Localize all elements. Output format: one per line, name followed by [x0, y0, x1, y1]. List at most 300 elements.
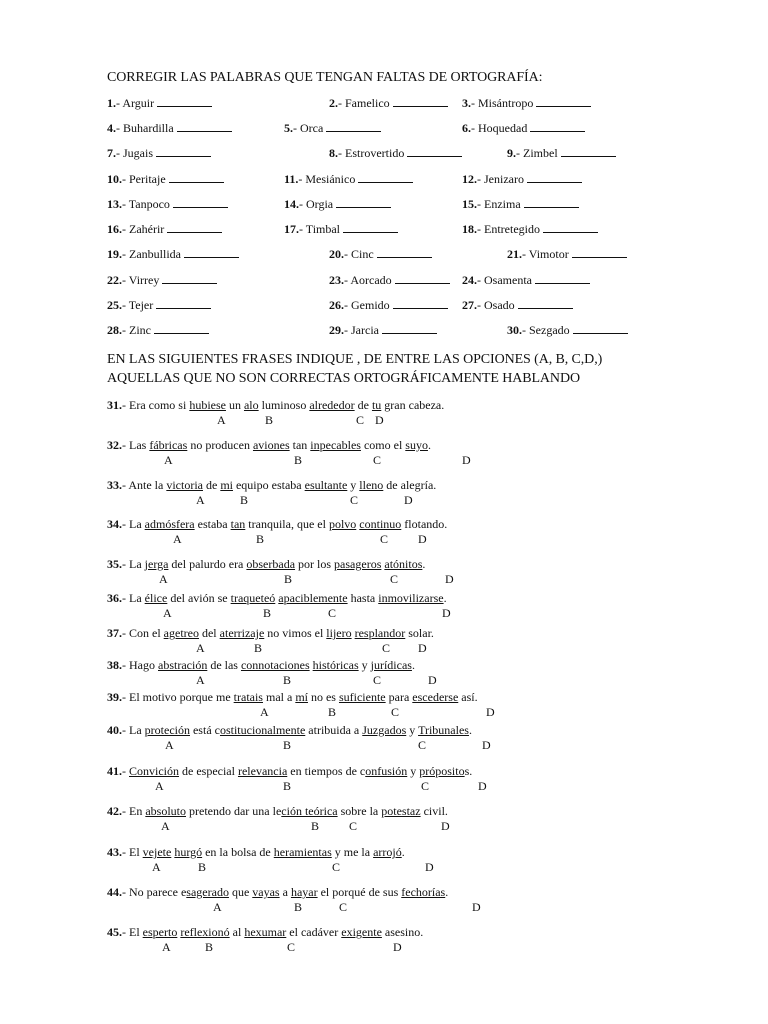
item-number: 18.: [462, 222, 477, 236]
sentence-text: .: [445, 885, 449, 899]
answer-blank[interactable]: [573, 323, 628, 334]
answer-blank[interactable]: [543, 222, 598, 233]
option-letter-b[interactable]: B: [263, 606, 272, 620]
underlined-option: tratais: [233, 690, 263, 704]
option-letter-c[interactable]: C: [328, 606, 337, 620]
question-number: 45.: [107, 925, 122, 939]
sentence-text: .: [427, 438, 431, 452]
answer-blank[interactable]: [536, 96, 591, 107]
sentence-text: el cadáver: [286, 925, 342, 939]
item-word: - Sezgado: [522, 323, 570, 337]
option-letter-a[interactable]: A: [155, 779, 164, 793]
option-letter-a[interactable]: A: [196, 493, 205, 507]
option-letter-c[interactable]: C: [287, 940, 296, 954]
item-number: 5.: [284, 121, 293, 135]
underlined-option: inmovilizarse: [378, 591, 444, 605]
item-word: - Virrey: [122, 273, 160, 287]
underlined-option: apaciblemente: [278, 591, 348, 605]
underlined-option: proteción: [144, 723, 190, 737]
answer-blank[interactable]: [407, 146, 462, 157]
underlined-option: mi: [220, 478, 233, 492]
answer-blank[interactable]: [572, 247, 627, 258]
item-word: - Jugais: [116, 146, 153, 160]
item-number: 8.: [329, 146, 338, 160]
sentence-text: civil.: [420, 804, 448, 818]
underlined-option: suficiente: [338, 690, 386, 704]
option-letter-b[interactable]: B: [283, 738, 292, 752]
sentence-text: - La: [122, 557, 145, 571]
item-number: 12.: [462, 172, 477, 186]
sentence-text: - No parece e: [122, 885, 187, 899]
option-letter-d[interactable]: D: [418, 641, 427, 655]
vocab-item: [462, 222, 598, 237]
item-word: - Famelico: [338, 96, 390, 110]
answer-blank[interactable]: [561, 146, 616, 157]
option-letter-c[interactable]: C: [380, 532, 389, 546]
answer-blank[interactable]: [173, 197, 228, 208]
sentence-text: luminoso: [258, 398, 310, 412]
answer-blank[interactable]: [393, 96, 448, 107]
option-letters: [0, 532, 768, 546]
vocab-item: [284, 172, 413, 187]
option-letter-a[interactable]: A: [173, 532, 182, 546]
sentence-text: para: [385, 690, 413, 704]
item-number: 1.: [107, 96, 116, 110]
section-2-title-line-1: EN LAS SIGUIENTES FRASES INDIQUE , DE ENTRE LAS OPCIONES (A, B, C,D,): [107, 352, 603, 367]
sentence-text: no producen: [187, 438, 253, 452]
question-sentence: [107, 764, 472, 779]
option-letter-d[interactable]: D: [445, 572, 454, 586]
vocab-item: [462, 298, 573, 313]
answer-blank[interactable]: [358, 172, 413, 183]
vocab-item: [462, 96, 591, 111]
underlined-option: traqueteó: [230, 591, 276, 605]
option-letter-b[interactable]: B: [283, 673, 292, 687]
item-number: 2.: [329, 96, 338, 110]
item-number: 7.: [107, 146, 116, 160]
answer-blank[interactable]: [535, 273, 590, 284]
option-letter-d[interactable]: D: [441, 819, 450, 833]
option-letters: [0, 493, 768, 507]
vocab-item: [329, 273, 450, 288]
underlined-option: vayas: [252, 885, 280, 899]
option-letter-a[interactable]: A: [217, 413, 226, 427]
sentence-text: y: [407, 764, 420, 778]
answer-blank[interactable]: [177, 121, 232, 132]
option-letters: [0, 860, 768, 874]
option-letters: [0, 819, 768, 833]
option-letter-c[interactable]: C: [382, 641, 391, 655]
option-letter-a[interactable]: A: [159, 572, 168, 586]
sentence-text: flotando.: [401, 517, 448, 531]
item-number: 24.: [462, 273, 477, 287]
underlined-option: esperto: [142, 925, 178, 939]
item-word: - Jenizaro: [477, 172, 524, 186]
question-sentence: [107, 690, 478, 705]
sentence-text: mal a: [262, 690, 296, 704]
option-letters: [0, 606, 768, 620]
underlined-option: hayar: [290, 885, 318, 899]
option-letter-d[interactable]: D: [393, 940, 402, 954]
option-letter-b[interactable]: B: [256, 532, 265, 546]
option-letter-d[interactable]: D: [486, 705, 495, 719]
option-letter-b[interactable]: B: [328, 705, 337, 719]
underlined-option: suyo: [405, 438, 428, 452]
option-letter-a[interactable]: A: [260, 705, 269, 719]
answer-blank[interactable]: [343, 222, 398, 233]
item-number: 25.: [107, 298, 122, 312]
question-sentence: [107, 925, 423, 940]
underlined-option: tu: [371, 398, 382, 412]
answer-blank[interactable]: [393, 298, 448, 309]
vocab-item: [462, 197, 579, 212]
option-letter-b[interactable]: B: [254, 641, 263, 655]
vocab-item: [284, 121, 381, 136]
underlined-option: arrojó: [373, 845, 402, 859]
item-number: 6.: [462, 121, 471, 135]
option-letter-d[interactable]: D: [375, 413, 384, 427]
option-letter-c[interactable]: C: [356, 413, 365, 427]
underlined-option: aviones: [252, 438, 290, 452]
underlined-option: ostitucionalmente: [219, 723, 306, 737]
option-letter-c[interactable]: C: [373, 673, 382, 687]
option-letters: [0, 673, 768, 687]
option-letter-c[interactable]: C: [421, 779, 430, 793]
underlined-option: onfusión: [365, 764, 408, 778]
sentence-text: -: [122, 764, 129, 778]
item-number: 26.: [329, 298, 344, 312]
question-sentence: [107, 398, 444, 413]
sentence-text: el porqué de sus: [317, 885, 402, 899]
underlined-option: agetreo: [163, 626, 199, 640]
question-sentence: [107, 478, 436, 493]
option-letter-c[interactable]: C: [332, 860, 341, 874]
item-word: - Jarcia: [344, 323, 379, 337]
item-word: - Gemido: [344, 298, 390, 312]
underlined-option: Juzgados: [362, 723, 407, 737]
question-sentence: [107, 626, 434, 641]
option-letter-b[interactable]: B: [311, 819, 320, 833]
underlined-option: lijero: [326, 626, 352, 640]
question-number: 44.: [107, 885, 122, 899]
vocab-item: [462, 273, 590, 288]
underlined-option: relevancia: [237, 764, 288, 778]
underlined-option: vejete: [142, 845, 172, 859]
vocab-item: [107, 146, 211, 161]
item-number: 3.: [462, 96, 471, 110]
option-letter-b[interactable]: B: [198, 860, 207, 874]
option-letter-d[interactable]: D: [428, 673, 437, 687]
item-number: 29.: [329, 323, 344, 337]
sentence-text: en tiempos de c: [287, 764, 366, 778]
option-letter-a[interactable]: A: [165, 738, 174, 752]
option-letters: [0, 940, 768, 954]
answer-blank[interactable]: [527, 172, 582, 183]
question-number: 41.: [107, 764, 122, 778]
underlined-option: Convición: [129, 764, 179, 778]
item-word: - Arguir: [116, 96, 155, 110]
option-letters: [0, 900, 768, 914]
vocab-item: [107, 121, 232, 136]
option-letter-c[interactable]: C: [390, 572, 399, 586]
sentence-text: no es: [307, 690, 339, 704]
option-letter-d[interactable]: D: [418, 532, 427, 546]
answer-blank[interactable]: [156, 146, 211, 157]
item-number: 21.: [507, 247, 522, 261]
sentence-text: al: [229, 925, 245, 939]
item-number: 19.: [107, 247, 122, 261]
option-letter-b[interactable]: B: [294, 453, 303, 467]
underlined-option: pasageros: [334, 557, 382, 571]
question-sentence: [107, 557, 425, 572]
underlined-option: exigente: [341, 925, 382, 939]
sentence-text: está c: [189, 723, 220, 737]
vocab-item: [284, 197, 391, 212]
option-letter-a[interactable]: A: [213, 900, 222, 914]
question-number: 42.: [107, 804, 122, 818]
answer-blank[interactable]: [167, 222, 222, 233]
vocab-item: [107, 247, 239, 262]
sentence-text: .: [422, 557, 426, 571]
sentence-text: - El: [122, 925, 143, 939]
sentence-text: asesino.: [381, 925, 424, 939]
underlined-option: hurgó: [174, 845, 203, 859]
option-letter-a[interactable]: A: [152, 860, 161, 874]
vocab-item: [107, 172, 224, 187]
sentence-text: a: [279, 885, 291, 899]
sentence-text: .: [468, 723, 472, 737]
answer-blank[interactable]: [156, 298, 211, 309]
sentence-text: un: [225, 398, 244, 412]
item-word: - Orca: [293, 121, 324, 135]
item-number: 17.: [284, 222, 299, 236]
option-letter-a[interactable]: A: [196, 673, 205, 687]
sentence-text: así.: [458, 690, 478, 704]
sentence-text: como el: [360, 438, 406, 452]
underlined-option: mí: [295, 690, 308, 704]
item-word: - Estrovertido: [338, 146, 405, 160]
sentence-text: s.: [464, 764, 473, 778]
option-letter-c[interactable]: C: [350, 493, 359, 507]
question-number: 43.: [107, 845, 122, 859]
vocab-item: [107, 273, 217, 288]
underlined-option: hexumar: [244, 925, 287, 939]
vocab-item: [107, 222, 222, 237]
answer-blank[interactable]: [162, 273, 217, 284]
sentence-text: pretendo dar una le: [186, 804, 282, 818]
question-number: 33.: [107, 478, 122, 492]
sentence-text: de las: [207, 658, 241, 672]
sentence-text: - Ante la: [122, 478, 167, 492]
option-letter-c[interactable]: C: [339, 900, 348, 914]
option-letters: [0, 453, 768, 467]
answer-blank[interactable]: [524, 197, 579, 208]
underlined-option: escederse: [412, 690, 459, 704]
answer-blank[interactable]: [395, 273, 450, 284]
item-word: - Osado: [477, 298, 515, 312]
answer-blank[interactable]: [377, 247, 432, 258]
vocab-item: [107, 197, 228, 212]
option-letter-b[interactable]: B: [283, 779, 292, 793]
underlined-option: esultante: [304, 478, 348, 492]
vocab-item: [107, 96, 212, 111]
question-sentence: [107, 438, 431, 453]
answer-blank[interactable]: [530, 121, 585, 132]
sentence-text: y me la: [331, 845, 374, 859]
item-number: 13.: [107, 197, 122, 211]
option-letter-c[interactable]: C: [418, 738, 427, 752]
item-number: 27.: [462, 298, 477, 312]
option-letter-d[interactable]: D: [462, 453, 471, 467]
underlined-option: élice: [144, 591, 168, 605]
vocab-item: [107, 298, 211, 313]
item-number: 11.: [284, 172, 299, 186]
option-letter-c[interactable]: C: [373, 453, 382, 467]
item-word: - Enzima: [477, 197, 521, 211]
option-letter-d[interactable]: D: [472, 900, 481, 914]
answer-blank[interactable]: [382, 323, 437, 334]
option-letter-a[interactable]: A: [163, 606, 172, 620]
answer-blank[interactable]: [169, 172, 224, 183]
item-word: - Buhardilla: [116, 121, 174, 135]
question-number: 35.: [107, 557, 122, 571]
answer-blank[interactable]: [518, 298, 573, 309]
item-word: - Vimotor: [522, 247, 569, 261]
item-word: - Zanbullida: [122, 247, 181, 261]
sentence-text: equipo estaba: [232, 478, 305, 492]
underlined-option: hubiese: [189, 398, 226, 412]
vocab-item: [329, 247, 432, 262]
underlined-option: fechorías: [401, 885, 446, 899]
sentence-text: de alegría.: [383, 478, 437, 492]
vocab-item: [507, 146, 616, 161]
answer-blank[interactable]: [184, 247, 239, 258]
option-letter-b[interactable]: B: [240, 493, 249, 507]
question-sentence: [107, 591, 447, 606]
answer-blank[interactable]: [336, 197, 391, 208]
vocab-item: [462, 172, 582, 187]
sentence-text: - Era como si: [122, 398, 190, 412]
option-letter-a[interactable]: A: [161, 819, 170, 833]
option-letter-b[interactable]: B: [205, 940, 214, 954]
sentence-text: tan: [289, 438, 311, 452]
sentence-text: tranquila, que el: [245, 517, 329, 531]
item-word: - Zahérir: [122, 222, 165, 236]
underlined-option: admósfera: [144, 517, 195, 531]
option-letter-a[interactable]: A: [164, 453, 173, 467]
option-letter-b[interactable]: B: [294, 900, 303, 914]
item-word: - Tanpoco: [122, 197, 170, 211]
option-letter-b[interactable]: B: [284, 572, 293, 586]
question-number: 31.: [107, 398, 122, 412]
sentence-text: - Las: [122, 438, 150, 452]
item-word: - Entretegido: [477, 222, 540, 236]
underlined-option: polvo: [328, 517, 357, 531]
question-number: 37.: [107, 626, 122, 640]
answer-blank[interactable]: [326, 121, 381, 132]
sentence-text: - Con el: [122, 626, 164, 640]
item-word: - Cinc: [344, 247, 374, 261]
item-number: 20.: [329, 247, 344, 261]
item-number: 22.: [107, 273, 122, 287]
underlined-option: resplandor: [354, 626, 406, 640]
vocab-item: [329, 323, 437, 338]
item-number: 10.: [107, 172, 122, 186]
question-sentence: [107, 804, 448, 819]
underlined-option: inpecables: [310, 438, 361, 452]
underlined-option: continuo: [359, 517, 402, 531]
option-letter-d[interactable]: D: [442, 606, 451, 620]
sentence-text: y: [347, 478, 360, 492]
option-letters: [0, 705, 768, 719]
underlined-option: jerga: [144, 557, 169, 571]
question-sentence: [107, 845, 405, 860]
underlined-option: abstración: [158, 658, 208, 672]
underlined-option: alo: [243, 398, 259, 412]
underlined-option: atónitos: [384, 557, 423, 571]
sentence-text: - Hago: [122, 658, 158, 672]
question-sentence: [107, 723, 472, 738]
option-letter-c[interactable]: C: [391, 705, 400, 719]
sentence-text: - La: [122, 723, 145, 737]
section-2-title-line-2: AQUELLAS QUE NO SON CORRECTAS ORTOGRÁFICAMENTE HABLANDO: [107, 371, 580, 386]
sentence-text: de: [354, 398, 372, 412]
option-letter-b[interactable]: B: [265, 413, 274, 427]
answer-blank[interactable]: [157, 96, 212, 107]
underlined-option: alrededor: [309, 398, 355, 412]
vocab-item: [329, 96, 448, 111]
sentence-text: .: [443, 591, 447, 605]
underlined-option: fábricas: [149, 438, 188, 452]
item-number: 30.: [507, 323, 522, 337]
option-letter-a[interactable]: A: [162, 940, 171, 954]
item-word: - Hoquedad: [471, 121, 528, 135]
answer-blank[interactable]: [154, 323, 209, 334]
underlined-option: absoluto: [145, 804, 186, 818]
sentence-text: - El motivo porque me: [122, 690, 234, 704]
question-number: 34.: [107, 517, 122, 531]
option-letter-d[interactable]: D: [404, 493, 413, 507]
sentence-text: y: [406, 723, 419, 737]
sentence-text: no vimos el: [264, 626, 327, 640]
underlined-option: próposito: [419, 764, 465, 778]
sentence-text: - La: [122, 591, 145, 605]
underlined-option: potestaz: [381, 804, 421, 818]
vocab-item: [284, 222, 398, 237]
option-letter-d[interactable]: D: [425, 860, 434, 874]
underlined-option: lleno: [359, 478, 384, 492]
question-number: 38.: [107, 658, 122, 672]
question-number: 36.: [107, 591, 122, 605]
option-letter-c[interactable]: C: [349, 819, 358, 833]
option-letter-a[interactable]: A: [196, 641, 205, 655]
vocab-item: [507, 323, 628, 338]
sentence-text: sobre la: [337, 804, 382, 818]
sentence-text: hasta: [347, 591, 379, 605]
item-word: - Aorcado: [344, 273, 392, 287]
sentence-text: y: [358, 658, 371, 672]
option-letters: [0, 779, 768, 793]
question-sentence: [107, 658, 415, 673]
sentence-text: de: [202, 478, 221, 492]
underlined-option: tan: [230, 517, 246, 531]
option-letter-d[interactable]: D: [478, 779, 487, 793]
option-letter-d[interactable]: D: [482, 738, 491, 752]
item-word: - Orgia: [299, 197, 334, 211]
item-word: - Zinc: [122, 323, 151, 337]
underlined-option: históricas: [312, 658, 359, 672]
sentence-text: que: [228, 885, 253, 899]
